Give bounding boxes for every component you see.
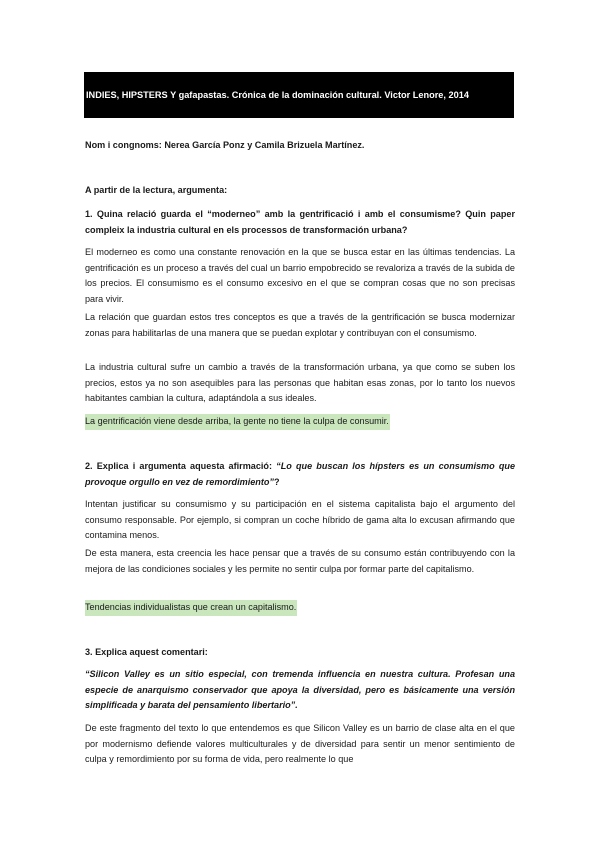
question-2-quote: “Lo que buscan los hípsters es un consumismo que provoque orgullo en vez de remordimiento” — [85, 461, 516, 487]
question-3-quote-block — [85, 667, 515, 714]
document-title: INDIES, HIPSTERS Y gafapastas. Crónica de la dominación cultural. Victor Lenore, 2014 — [86, 90, 469, 100]
question-1-heading — [85, 207, 515, 238]
answer-3-p1: De este fragmento del texto lo que entendemos es que Silicon Valley es un barrio de clase alta en el que por modernismo defiende valores multiculturales y de diversidad para sentir un menor sentimiento de culpa y remordimiento por su forma de vida, pero realmente lo que — [85, 723, 515, 764]
answer-3-paragraph-1 — [85, 721, 515, 768]
answer-2-p2: De esta manera, esta creencia les hace pensar que a través de su consumo están contribuyendo con la mejora de las condiciones sociales y les permite no sentir culpa por formar parte del capitalismo. — [85, 548, 515, 574]
answer-2-highlight: Tendencias individualistas que crean un capitalismo. — [85, 600, 297, 616]
question-3-quote: “Silicon Valley es un sitio especial, con tremenda influencia en nuestra cultura. Profesan una especie de anarquismo conservador que apoya la diversidad, pero es básicamente una versión simplificada y barata del pensamiento libertario”. — [85, 669, 515, 710]
answer-1-p3: La industria cultural sufre un cambio a través de la transformación urbana, ya que como se suben los precios, estos ya no son asequibles para las personas que habitan esas zonas, por lo tanto los nuevos habitantes cambian la cultura, adaptándola a sus ideales. — [85, 362, 515, 403]
names-line — [85, 138, 515, 154]
question-2-heading — [85, 459, 515, 490]
answer-2-p1: Intentan justificar su consumismo y su participación en el sistema capitalista bajo el argumento del consumo responsable. Por ejemplo, si compran un coche híbrido de gama alta lo excusan afirmando que contamina menos. — [85, 499, 515, 540]
question-3-text: 3. Explica aquest comentari: — [85, 647, 208, 657]
question-2-text — [85, 459, 515, 490]
answer-1-p2: La relación que guardan estos tres conceptos es que a través de la gentrificación se busca modernizar zonas para habilitarlas de una manera que se puedan explotar y contribuyan con el consumismo. — [85, 312, 515, 338]
answer-1-highlight: La gentrificación viene desde arriba, la gente no tiene la culpa de consumir. — [85, 414, 390, 430]
intro-block — [85, 183, 515, 199]
intro-text: A partir de la lectura, argumenta: — [85, 185, 228, 195]
answer-1-highlight-block — [85, 414, 515, 430]
answer-2-highlight-block — [85, 600, 515, 616]
answer-2-paragraph-1 — [85, 497, 515, 544]
answer-1-p1: El moderneo es como una constante renovación en la que se busca estar en las últimas tendencias. La gentrificación es un proceso a través del cual un barrio empobrecido se revaloriza a través de la subida de los precios. El consumismo es el consumo excesivo en el que se compran cosas que no son precisas para vivir. — [85, 247, 515, 304]
question-2-end: ? — [273, 476, 280, 487]
answer-1-paragraph-1 — [85, 245, 515, 307]
document-title-bar — [84, 72, 514, 118]
student-names: Nom i congnoms: Nerea García Ponz y Camila Brizuela Martínez. — [85, 140, 365, 150]
question-3-heading — [85, 645, 515, 661]
question-2-lead: 2. Explica i argumenta aquesta afirmació: — [85, 461, 277, 471]
answer-2-paragraph-2 — [85, 546, 515, 577]
answer-1-paragraph-2 — [85, 310, 515, 341]
question-1-text: 1. Quina relació guarda el “moderneo” amb la gentrificació i amb el consumisme? Quin paper compleix la industria cultural en els processos de transformación urbana? — [85, 209, 515, 235]
answer-1-paragraph-3 — [85, 360, 515, 407]
